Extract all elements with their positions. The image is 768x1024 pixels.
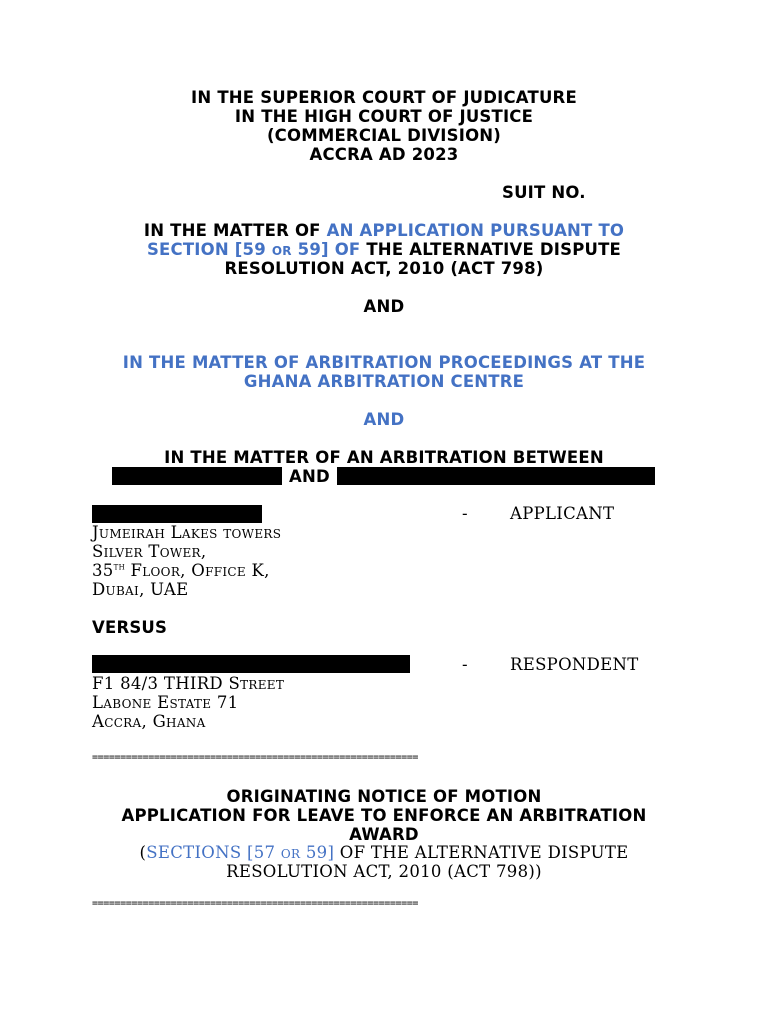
applicant-address-line-4: Dubai, UAE <box>92 580 189 599</box>
respondent-address-line-3: Accra, Ghana <box>92 712 206 731</box>
applicant-dash: - <box>462 504 468 523</box>
matter-1-line-3: RESOLUTION ACT, 2010 (ACT 798) <box>224 259 544 278</box>
suit-number: SUIT NO. <box>502 183 586 202</box>
respondent-address-line-1: F1 84/3 THIRD Street <box>92 674 285 693</box>
redacted-party-name-2 <box>337 467 655 485</box>
separator-line-1: ========================================================== <box>92 752 418 763</box>
motion-title-line-1: ORIGINATING NOTICE OF MOTION <box>226 787 542 806</box>
and-separator-2: AND <box>363 410 405 429</box>
matter-1-section-ref-a: SECTION [59 <box>146 240 272 259</box>
reference-sections-a: SECTIONS [57 <box>146 843 281 862</box>
motion-reference-line-1 <box>0 843 768 862</box>
floor-suffix: th <box>113 561 125 573</box>
court-heading-line-2: IN THE HIGH COURT OF JUSTICE <box>234 107 534 126</box>
matter-1-line-2 <box>0 240 768 259</box>
court-heading-line-4: ACCRA AD 2023 <box>309 145 459 164</box>
respondent-address-line-2: Labone Estate 71 <box>92 693 239 712</box>
motion-title-line-2: APPLICATION FOR LEAVE TO ENFORCE AN ARBITRATION <box>121 806 647 825</box>
reference-sections-or: or <box>280 843 301 862</box>
matter-3-and: AND <box>289 467 330 486</box>
separator-line-2: ========================================================== <box>92 898 418 909</box>
matter-2-line-2: GHANA ARBITRATION CENTRE <box>243 372 525 391</box>
matter-1-section-ref-or: or <box>271 240 292 259</box>
reference-rest: OF THE ALTERNATIVE DISPUTE <box>334 843 629 862</box>
applicant-role: APPLICANT <box>510 504 615 523</box>
applicant-address-line-2: Silver Tower, <box>92 542 207 561</box>
respondent-dash: - <box>462 655 468 674</box>
matter-1-line-2-rest: THE ALTERNATIVE DISPUTE <box>360 240 622 259</box>
matter-1-line-1 <box>0 221 768 240</box>
redacted-respondent-name <box>92 655 410 673</box>
court-heading-line-1: IN THE SUPERIOR COURT OF JUDICATURE <box>191 88 577 107</box>
floor-rest: Floor, Office K, <box>124 561 270 580</box>
respondent-role: RESPONDENT <box>510 655 639 674</box>
matter-1-section-ref-b: 59] OF <box>291 240 361 259</box>
matter-1-blue-text: AN APPLICATION PURSUANT TO <box>326 221 625 240</box>
and-separator-1: AND <box>363 297 405 316</box>
reference-sections-b: 59] <box>300 843 335 862</box>
reference-open-paren: ( <box>139 843 147 862</box>
matter-1-prefix: IN THE MATTER OF <box>143 221 327 240</box>
applicant-address-line-3 <box>92 561 270 580</box>
floor-number: 35 <box>92 561 114 580</box>
matter-2-line-1: IN THE MATTER OF ARBITRATION PROCEEDINGS AT THE <box>122 353 646 372</box>
versus-label: VERSUS <box>92 618 168 637</box>
motion-reference-line-2: RESOLUTION ACT, 2010 (ACT 798)) <box>226 862 542 881</box>
court-heading-line-3: (COMMERCIAL DIVISION) <box>266 126 502 145</box>
redacted-applicant-name <box>92 505 262 523</box>
applicant-address-line-1: Jumeirah Lakes towers <box>92 523 282 542</box>
motion-title-line-3: AWARD <box>349 825 419 844</box>
matter-3-line-1: IN THE MATTER OF AN ARBITRATION BETWEEN <box>164 448 604 467</box>
redacted-party-name-1 <box>112 467 282 485</box>
